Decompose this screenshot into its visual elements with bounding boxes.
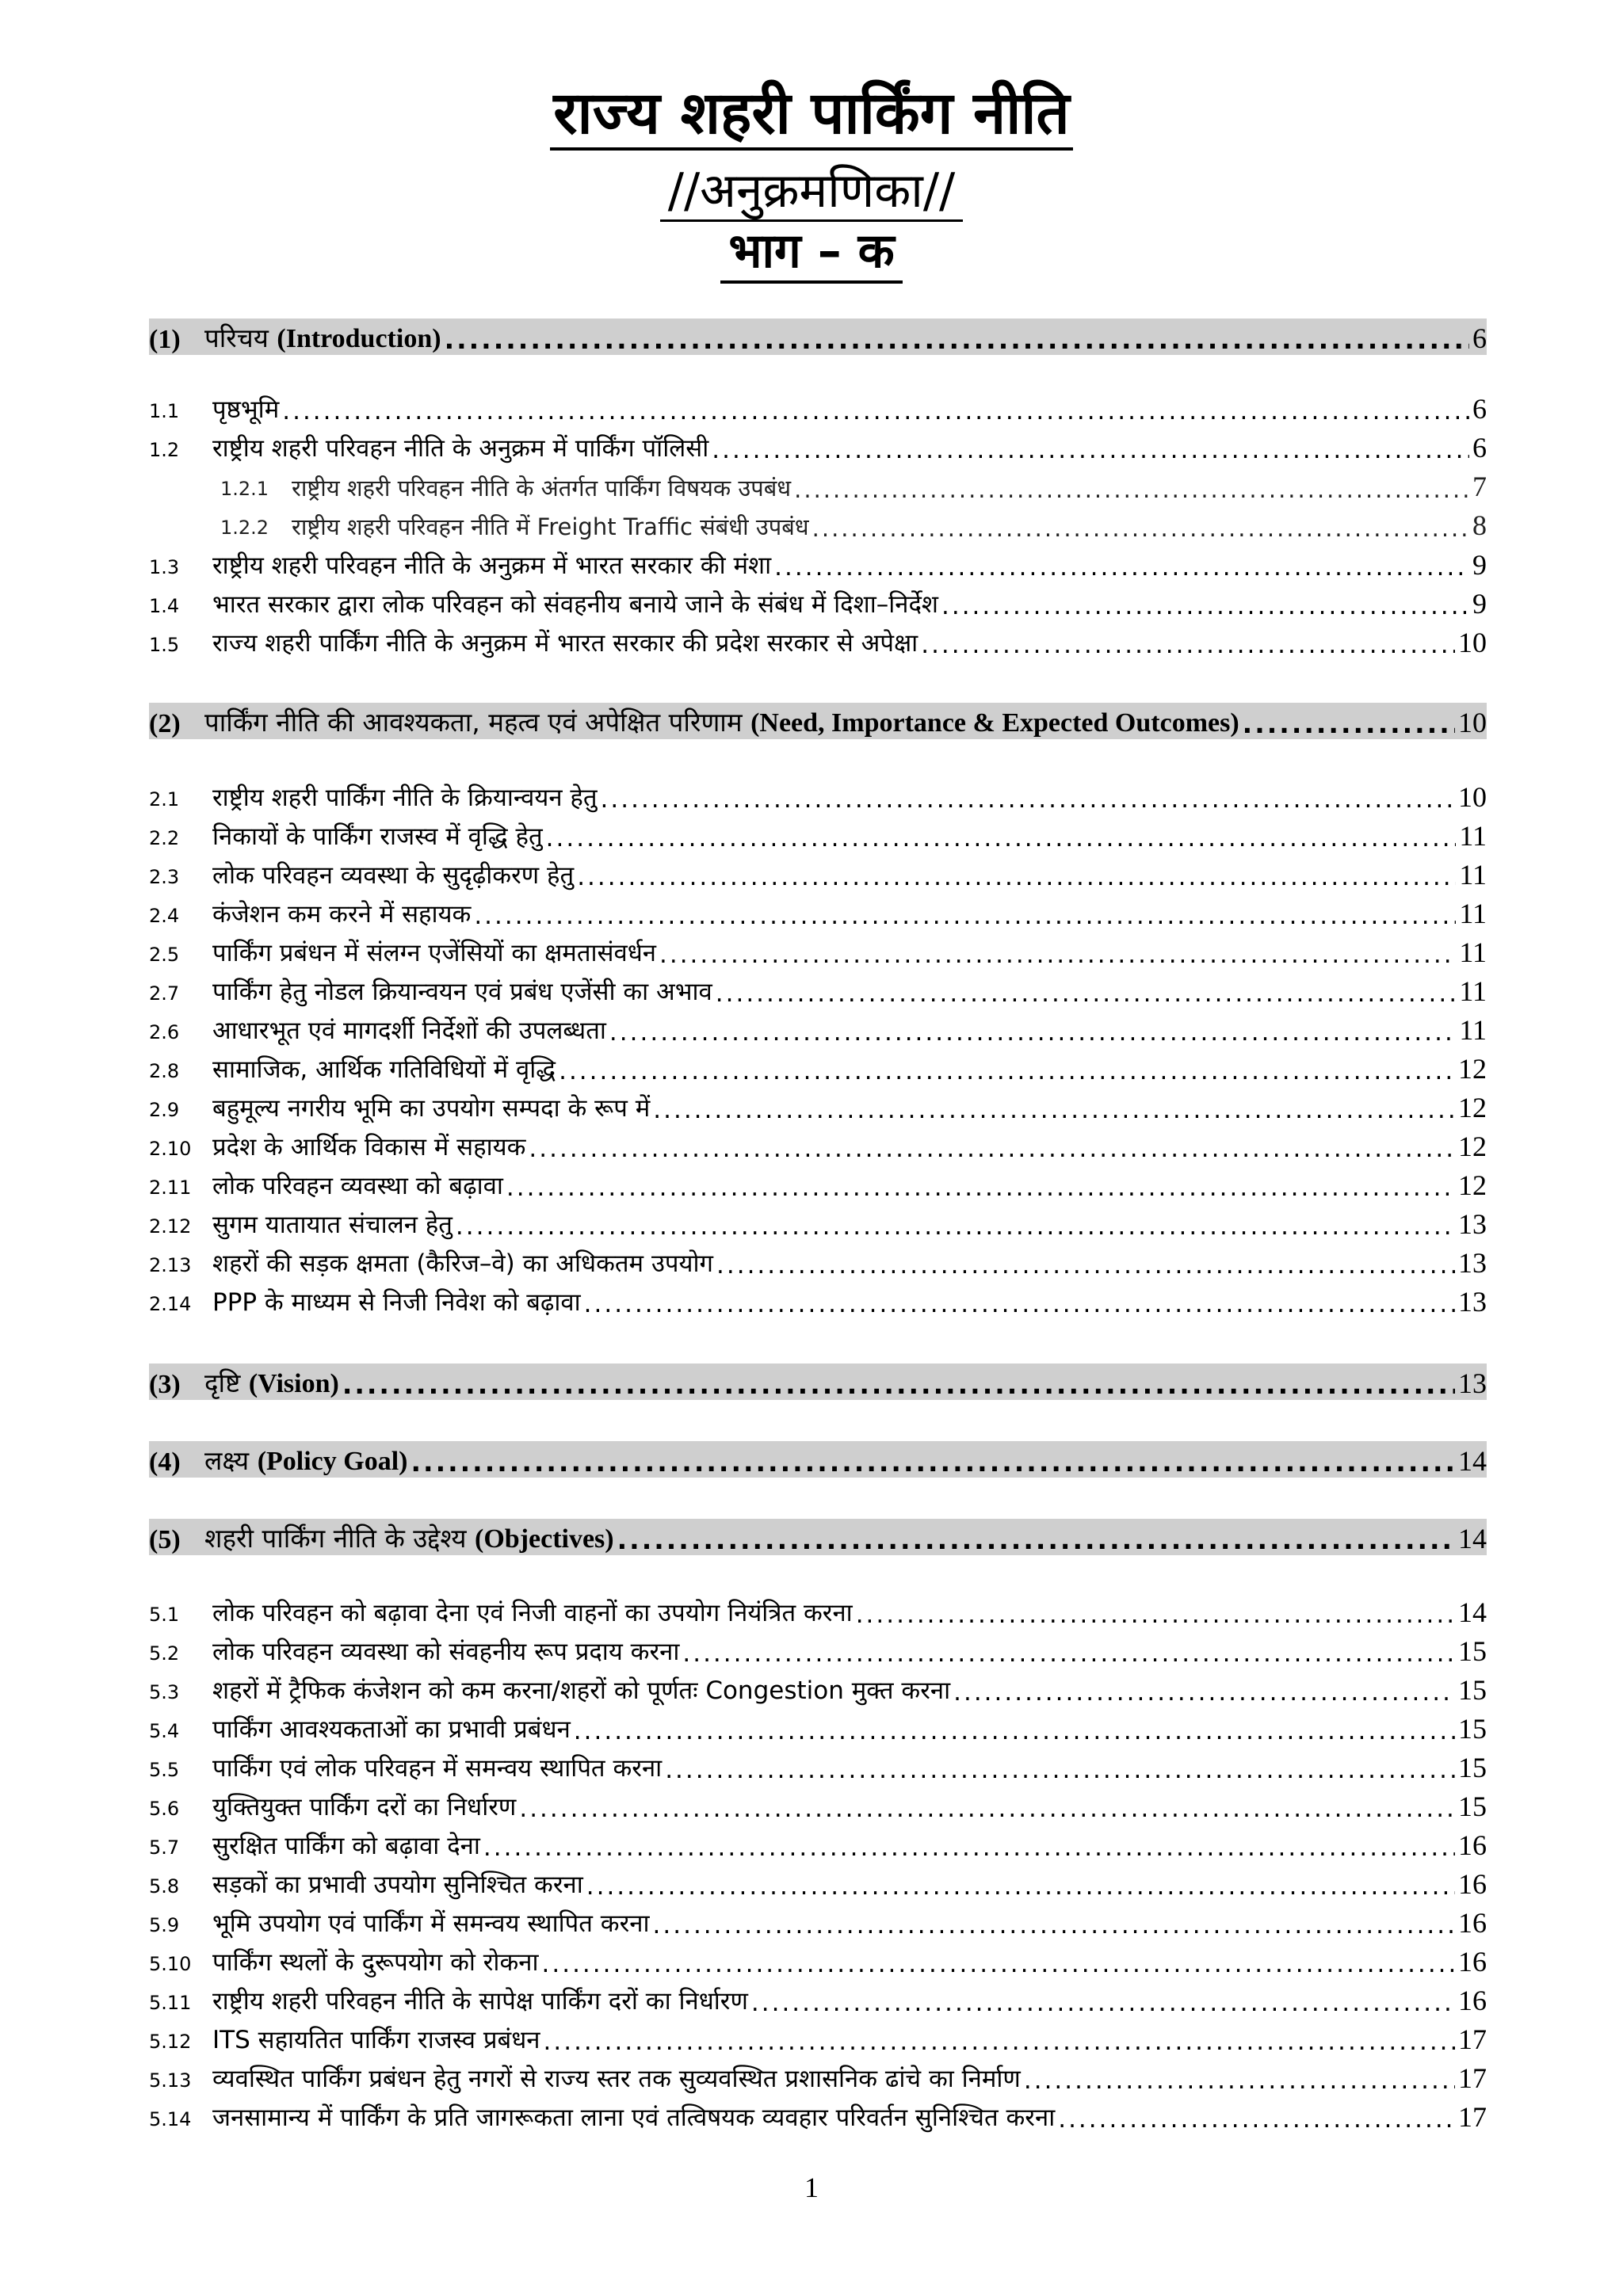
section-number: (1) <box>149 325 181 354</box>
page-number: 17 <box>1458 2101 1487 2133</box>
toc-entry[interactable] <box>149 1596 1487 1629</box>
entry-label: आधारभूत एवं मागदर्शी निर्देशों की उपलब्धता <box>212 1016 606 1045</box>
toc-entry[interactable] <box>149 1829 1487 1862</box>
leader-dots <box>577 863 1456 891</box>
leader-dots <box>953 1678 1455 1707</box>
entry-label: राष्ट्रीय शहरी परिवहन नीति के अनुक्रम में भारत सरकार की मंशा <box>212 551 772 580</box>
entry-label: कंजेशन कम करने में सहायक <box>212 900 472 929</box>
entry-number: 5.8 <box>149 1875 180 1897</box>
toc-entry[interactable] <box>149 1246 1487 1280</box>
entry-label: राष्ट्रीय शहरी परिवहन नीति के अनुक्रम में पार्किंग पॉलिसी <box>212 434 709 463</box>
page-number: 13 <box>1458 1247 1487 1279</box>
toc-entry[interactable] <box>149 819 1487 852</box>
entry-number: 2.11 <box>149 1177 192 1199</box>
toc-section[interactable] <box>149 318 1487 355</box>
leader-dots <box>542 1950 1455 1978</box>
entry-number: 1.5 <box>149 634 180 656</box>
page-number: 15 <box>1458 1674 1487 1706</box>
toc-entry[interactable] <box>149 897 1487 930</box>
leader-dots <box>921 631 1455 659</box>
leader-dots <box>665 1756 1455 1784</box>
leader-dots <box>682 1639 1455 1668</box>
section-label: शहरी पार्किंग नीति के उद्देश्य (Objectives) <box>204 1523 614 1554</box>
leader-dots <box>544 2027 1455 2056</box>
toc-entry[interactable] <box>149 2100 1487 2134</box>
page-number: 11 <box>1459 1014 1487 1046</box>
toc-entry[interactable] <box>149 548 1487 582</box>
page-number: 14 <box>1458 1523 1487 1554</box>
entry-number: 1.1 <box>149 400 180 422</box>
toc-entry[interactable] <box>149 1285 1487 1318</box>
leader-dots <box>712 436 1469 464</box>
section-label: दृष्टि (Vision) <box>204 1367 339 1398</box>
entry-label: व्यवस्थित पार्किंग प्रबंधन हेतु नगरों से राज्य स्तर तक सुव्यवस्थित प्रशासनिक ढांचे का निर्माण <box>212 2065 1021 2093</box>
entry-number: 1.2.1 <box>220 478 269 500</box>
leader-dots <box>342 1369 1455 1400</box>
entry-number: 2.12 <box>149 1215 192 1238</box>
page-number: 17 <box>1458 2062 1487 2094</box>
page-number: 10 <box>1458 707 1487 738</box>
page-number: 10 <box>1458 781 1487 813</box>
toc-entry[interactable] <box>149 2023 1487 2056</box>
entry-label: सुगम यातायात संचालन हेतु <box>212 1211 453 1239</box>
entry-number: 2.2 <box>149 827 180 849</box>
leader-dots <box>584 1290 1455 1318</box>
leader-dots <box>574 1717 1455 1745</box>
leader-dots <box>653 1096 1455 1124</box>
page-number: 15 <box>1458 1752 1487 1783</box>
entry-label: PPP के माध्यम से निजी निवेश को बढ़ावा <box>212 1288 581 1317</box>
page-number: 15 <box>1458 1791 1487 1822</box>
page-number: 14 <box>1458 1445 1487 1477</box>
entry-label: पृष्ठभूमि <box>212 395 280 424</box>
entry-number: 2.9 <box>149 1099 180 1121</box>
page-number: 15 <box>1458 1635 1487 1667</box>
entry-label: शहरों में ट्रैफिक कंजेशन को कम करना/शहरों को पूर्णतः Congestion मुक्त करना <box>212 1676 951 1705</box>
section-number: (5) <box>149 1525 181 1554</box>
entry-label: लोक परिवहन को बढ़ावा देना एवं निजी वाहनों का उपयोग नियंत्रित करना <box>212 1599 853 1627</box>
leader-dots <box>445 324 1469 355</box>
entry-label: राष्ट्रीय शहरी परिवहन नीति के अंतर्गत पार्किंग विषयक उपबंध <box>292 475 792 502</box>
entry-number: 2.4 <box>149 905 180 927</box>
toc-entry[interactable] <box>149 1945 1487 1978</box>
page-number: 7 <box>1472 471 1487 502</box>
leader-dots <box>941 592 1469 620</box>
leader-dots <box>653 1911 1455 1939</box>
toc-entry[interactable] <box>149 936 1487 969</box>
entry-number: 5.13 <box>149 2069 192 2092</box>
entry-number: 1.3 <box>149 556 180 578</box>
entry-label: पार्किंग एवं लोक परिवहन में समन्वय स्थापित करना <box>212 1754 663 1783</box>
entry-label: बहुमूल्य नगरीय भूमि का उपयोग सम्पदा के रूप में <box>212 1094 651 1123</box>
leader-dots <box>474 902 1456 930</box>
toc-entry[interactable] <box>149 587 1487 620</box>
entry-number: 5.14 <box>149 2108 192 2130</box>
leader-dots <box>812 515 1469 542</box>
entry-label: सुरक्षित पार्किंग को बढ़ावा देना <box>212 1832 480 1860</box>
toc-entry[interactable] <box>149 1712 1487 1745</box>
entry-number: 5.5 <box>149 1759 180 1781</box>
toc-entry[interactable] <box>149 431 1487 464</box>
entry-label: राष्ट्रीय शहरी परिवहन नीति में Freight Traffic संबंधी उपबंध <box>292 513 809 540</box>
entry-number: 2.13 <box>149 1254 192 1276</box>
leader-dots <box>586 1872 1455 1901</box>
toc-entry[interactable] <box>149 2061 1487 2095</box>
entry-number: 2.14 <box>149 1293 192 1315</box>
entry-label: भूमि उपयोग एवं पार्किंग में समन्वय स्थापित करना <box>212 1909 650 1938</box>
toc-entry[interactable] <box>149 1169 1487 1202</box>
leader-dots <box>559 1057 1455 1085</box>
entry-number: 2.6 <box>149 1021 180 1043</box>
leader-dots <box>546 824 1457 852</box>
entry-number: 1.4 <box>149 595 180 617</box>
toc-entry[interactable] <box>149 1130 1487 1163</box>
toc-section[interactable] <box>149 1441 1487 1478</box>
document-title: राज्य शहरी पार्किंग नीति <box>0 79 1623 151</box>
entry-number: 5.1 <box>149 1604 180 1626</box>
toc-entry[interactable] <box>149 1673 1487 1707</box>
page-number: 12 <box>1458 1169 1487 1201</box>
entry-label: जनसामान्य में पार्किंग के प्रति जागरूकता लाना एवं तत्विषयक व्यवहार परिवर्तन सुनिश्चित करना <box>212 2103 1056 2132</box>
page-number: 13 <box>1458 1367 1487 1399</box>
toc-entry[interactable] <box>149 1634 1487 1668</box>
leader-dots <box>411 1447 1456 1478</box>
section-label: लक्ष्य (Policy Goal) <box>204 1445 408 1476</box>
entry-number: 5.2 <box>149 1642 180 1665</box>
entry-number: 2.7 <box>149 982 180 1005</box>
entry-number: 5.12 <box>149 2031 192 2053</box>
toc-entry[interactable] <box>149 1984 1487 2017</box>
toc-subentry[interactable] <box>149 509 1487 542</box>
entry-label: पार्किंग आवश्यकताओं का प्रभावी प्रबंधन <box>212 1715 571 1744</box>
leader-dots <box>601 785 1455 814</box>
leader-dots <box>483 1833 1455 1862</box>
page-number: 10 <box>1458 627 1487 658</box>
page-number: 12 <box>1458 1092 1487 1123</box>
entry-number: 5.3 <box>149 1681 180 1703</box>
page-number: 14 <box>1458 1596 1487 1628</box>
page-number: 12 <box>1458 1131 1487 1162</box>
leader-dots <box>1024 2066 1455 2095</box>
toc-section[interactable] <box>149 1519 1487 1555</box>
toc-entry[interactable] <box>149 1052 1487 1085</box>
section-number: (3) <box>149 1370 181 1399</box>
entry-number: 5.4 <box>149 1720 180 1742</box>
section-number: (2) <box>149 709 181 738</box>
leader-dots <box>794 476 1469 503</box>
toc-entry[interactable] <box>149 626 1487 659</box>
page-number: 8 <box>1472 509 1487 541</box>
leader-dots <box>529 1135 1455 1163</box>
page-number: 16 <box>1458 1829 1487 1861</box>
page-number: 17 <box>1458 2023 1487 2055</box>
leader-dots <box>617 1524 1455 1555</box>
leader-dots <box>506 1173 1455 1202</box>
page-number: 15 <box>1458 1713 1487 1745</box>
toc-entry[interactable] <box>149 1867 1487 1901</box>
entry-label: सामाजिक, आर्थिक गतिविधियों में वृद्धि <box>212 1055 556 1084</box>
toc-subentry[interactable] <box>149 470 1487 503</box>
entry-label: राष्ट्रीय शहरी पार्किंग नीति के क्रियान्वयन हेतु <box>212 784 598 812</box>
page-number: 12 <box>1458 1053 1487 1085</box>
leader-dots <box>609 1018 1456 1047</box>
entry-number: 5.7 <box>149 1836 180 1859</box>
entry-label: राज्य शहरी पार्किंग नीति के अनुक्रम में भारत सरकार की प्रदेश सरकार से अपेक्षा <box>212 629 918 658</box>
entry-label: लोक परिवहन व्यवस्था को संवहनीय रूप प्रदाय करना <box>212 1638 680 1666</box>
entry-number: 2.1 <box>149 788 180 810</box>
leader-dots <box>856 1600 1455 1629</box>
entry-label: शहरों की सड़क क्षमता (कैरिज–वे) का अधिकतम उपयोग <box>212 1249 714 1278</box>
leader-dots <box>659 940 1456 969</box>
leader-dots <box>751 1989 1455 2017</box>
page-number: 6 <box>1472 393 1487 425</box>
entry-number: 5.6 <box>149 1798 180 1820</box>
page-number: 16 <box>1458 1907 1487 1939</box>
toc-section[interactable] <box>149 703 1487 739</box>
page-number: 13 <box>1458 1286 1487 1318</box>
entry-label: राष्ट्रीय शहरी परिवहन नीति के सापेक्ष पार्किंग दरों का निर्धारण <box>212 1987 748 2016</box>
toc-entry[interactable] <box>149 858 1487 891</box>
entry-label: ITS सहायतित पार्किंग राजस्व प्रबंधन <box>212 2026 540 2054</box>
entry-number: 5.11 <box>149 1992 192 2014</box>
page-number: 11 <box>1459 975 1487 1007</box>
entry-label: युक्तियुक्त पार्किंग दरों का निर्धारण <box>212 1793 517 1821</box>
leader-dots <box>716 1251 1455 1280</box>
page-number: 16 <box>1458 1868 1487 1900</box>
entry-number: 5.10 <box>149 1953 192 1975</box>
toc-entry[interactable] <box>149 1207 1487 1241</box>
entry-number: 5.9 <box>149 1914 180 1936</box>
section-label: पार्किंग नीति की आवश्यकता, महत्व एवं अपेक्षित परिणाम (Need, Importance & Expected Outcomes) <box>204 707 1239 738</box>
page-number: 13 <box>1458 1208 1487 1240</box>
toc-entry[interactable] <box>149 780 1487 814</box>
entry-number: 1.2 <box>149 439 180 461</box>
toc-entry[interactable] <box>149 392 1487 425</box>
page-number: 11 <box>1459 820 1487 852</box>
leader-dots <box>716 979 1457 1008</box>
page-number: 16 <box>1458 1946 1487 1978</box>
page-number: 11 <box>1459 859 1487 891</box>
toc-entry[interactable] <box>149 1751 1487 1784</box>
page-footer-number: 1 <box>804 2172 819 2203</box>
entry-label: सड़कों का प्रभावी उपयोग सुनिश्चित करना <box>212 1871 583 1899</box>
leader-dots <box>456 1212 1455 1241</box>
leader-dots <box>519 1794 1455 1823</box>
entry-number: 2.10 <box>149 1138 192 1160</box>
entry-label: निकायों के पार्किंग राजस्व में वृद्धि हेतु <box>212 822 543 851</box>
entry-label: लोक परिवहन व्यवस्था को बढ़ावा <box>212 1172 503 1200</box>
entry-label: भारत सरकार द्वारा लोक परिवहन को संवहनीय बनाये जाने के संबंध में दिशा–निर्देश <box>212 590 938 619</box>
index-heading: //अनुक्रमणिका// <box>0 162 1623 222</box>
toc-entry[interactable] <box>149 1906 1487 1939</box>
section-label: परिचय (Introduction) <box>204 322 441 353</box>
leader-dots <box>774 553 1469 582</box>
entry-label: पार्किंग स्थलों के दुरूपयोग को रोकना <box>212 1948 539 1977</box>
leader-dots <box>1058 2105 1455 2134</box>
page-number: 11 <box>1459 936 1487 968</box>
section-number: (4) <box>149 1447 181 1477</box>
entry-label: पार्किंग हेतु नोडल क्रियान्वयन एवं प्रबंध एजेंसी का अभाव <box>212 978 712 1006</box>
page-number: 6 <box>1472 432 1487 463</box>
toc-section[interactable] <box>149 1363 1487 1400</box>
part-heading: भाग – क <box>0 222 1623 284</box>
page-number: 9 <box>1472 588 1487 620</box>
leader-dots <box>282 397 1469 425</box>
entry-number: 2.3 <box>149 866 180 888</box>
page-number: 9 <box>1472 549 1487 581</box>
entry-number: 2.8 <box>149 1060 180 1082</box>
entry-label: प्रदेश के आर्थिक विकास में सहायक <box>212 1133 526 1161</box>
page-number: 16 <box>1458 1985 1487 2016</box>
page-number: 6 <box>1472 322 1487 354</box>
toc-entry[interactable] <box>149 1013 1487 1047</box>
entry-label: पार्किंग प्रबंधन में संलग्न एजेंसियों का क्षमतासंवर्धन <box>212 939 656 967</box>
entry-label: लोक परिवहन व्यवस्था के सुदृढ़ीकरण हेतु <box>212 861 575 890</box>
toc-entry[interactable] <box>149 1091 1487 1124</box>
toc-entry[interactable] <box>149 974 1487 1008</box>
leader-dots <box>1243 708 1455 739</box>
toc-entry[interactable] <box>149 1790 1487 1823</box>
entry-number: 1.2.2 <box>220 517 269 539</box>
entry-number: 2.5 <box>149 944 180 966</box>
page-number: 11 <box>1459 898 1487 929</box>
